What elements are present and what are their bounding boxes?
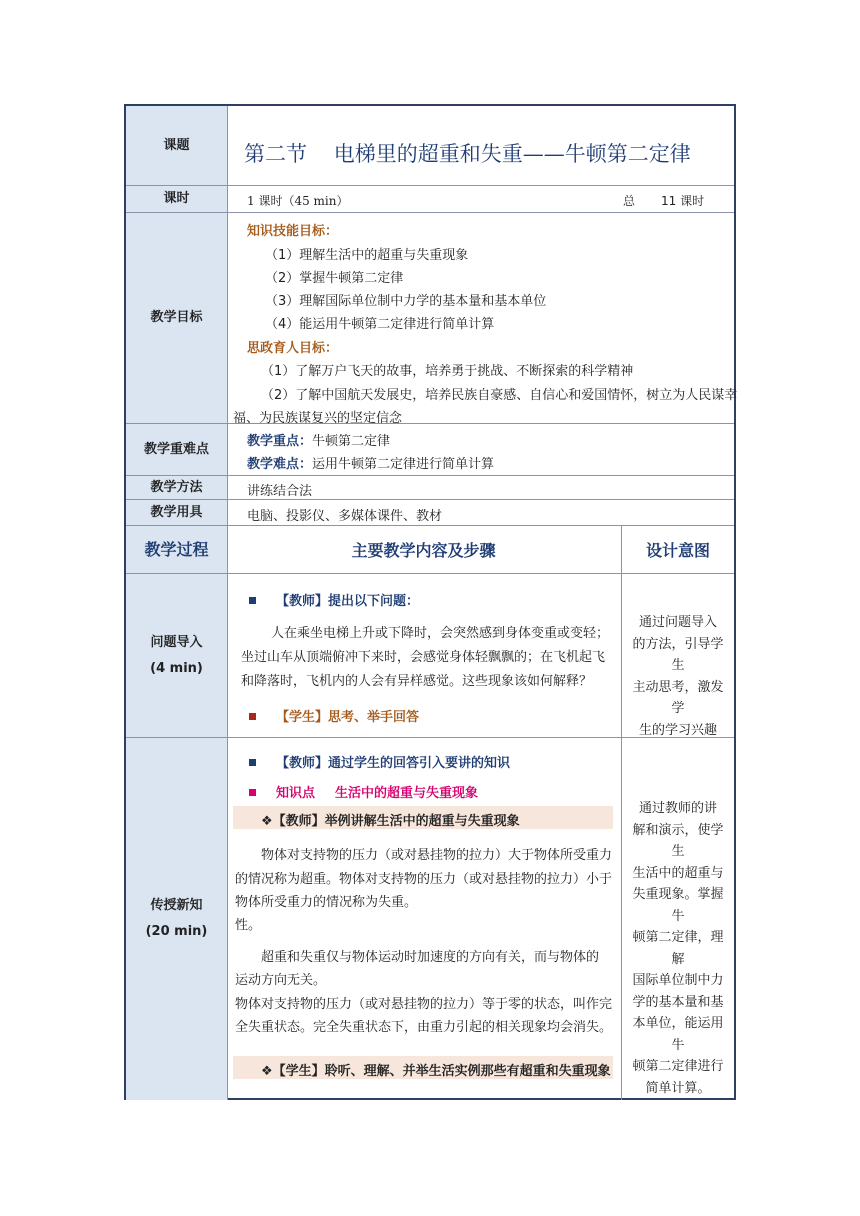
intro-time: (4 min) — [150, 660, 203, 676]
intro-paragraph-line: 和降落时，飞机内的人会有异样感觉。这些现象该如何解释？ — [241, 674, 593, 689]
intro-intent-line: 的方法，引导学生 — [632, 636, 724, 673]
intro-paragraph-line: 坐过山车从顶端俯冲下来时，会感觉身体轻飘飘的；在飞机起飞 — [241, 650, 606, 665]
paragraph-line: 超重和失重仅与物体运动时加速度的方向有关，而与物体的 — [261, 950, 600, 965]
goals-label: 教学目标 — [126, 213, 228, 423]
new-knowledge-intent-line: 顿第二定律进行 — [632, 1059, 724, 1074]
topic-row — [126, 106, 734, 186]
process-header-col1: 教学过程 — [126, 526, 228, 573]
hours-row — [126, 186, 734, 213]
key-points-label: 教学重难点 — [126, 424, 228, 475]
moral-item: （2）了解中国航天发展史，培养民族自豪感、自信心和爱国情怀，树立为人民谋幸 — [261, 388, 738, 403]
intro-intent-line: 生的学习兴趣 — [638, 722, 717, 738]
bullet-square-icon — [249, 713, 256, 720]
student-activity-heading: ❖【学生】聆听、理解、并举生活实例那些有超重和失重现象 — [261, 1064, 611, 1079]
topic-label: 课题 — [126, 106, 228, 185]
total-hours-value: 11 课时 — [661, 194, 705, 208]
intro-row — [126, 574, 734, 738]
key-point-label: 教学重点： — [247, 434, 313, 449]
new-knowledge-label: 传授新知 — [150, 898, 203, 913]
knowledge-item: （3）理解国际单位制中力学的基本量和基本单位 — [265, 294, 547, 309]
new-knowledge-intent-line: 国际单位制中力 — [632, 973, 724, 988]
key-points-row — [126, 424, 734, 476]
bullet-square-icon — [249, 789, 256, 796]
teacher-example-heading: ❖【教师】举例讲解生活中的超重与失重现象 — [261, 814, 520, 829]
method-value: 讲练结合法 — [247, 484, 313, 499]
tools-label: 教学用具 — [126, 500, 228, 525]
new-knowledge-teacher: 【教师】通过学生的回答引入要讲的知识 — [276, 756, 511, 771]
paragraph-line: 性。 — [235, 918, 262, 933]
paragraph-line: 的情况称为超重。物体对支持物的压力（或对悬挂物的拉力）小于 — [235, 872, 613, 887]
new-knowledge-intent-line: 解和演示，使学生 — [632, 822, 724, 859]
difficult-point-label: 教学难点： — [247, 457, 313, 472]
paragraph-line: 物体对支持物的压力（或对悬挂物的拉力）等于零的状态，叫作完 — [235, 997, 613, 1012]
paragraph-line: 运动方向无关。 — [235, 973, 327, 988]
intro-intent-line: 通过问题导入 — [638, 615, 717, 630]
knowledge-item: （4）能运用牛顿第二定律进行简单计算 — [265, 317, 495, 332]
key-point-value: 牛顿第二定律 — [312, 434, 391, 449]
knowledge-item: （2）掌握牛顿第二定律 — [265, 271, 404, 286]
hours-value: 1 课时（45 min） — [247, 194, 349, 208]
lesson-plan-table — [124, 104, 736, 1100]
knowledge-item: （1）理解生活中的超重与失重现象 — [265, 248, 469, 263]
moral-item: （1）了解万户飞天的故事，培养勇于挑战、不断探索的科学精神 — [261, 364, 634, 379]
new-knowledge-time: (20 min) — [145, 924, 208, 939]
intro-intent-line: 主动思考，激发学 — [632, 679, 724, 716]
knowledge-heading: 知识技能目标： — [247, 224, 339, 239]
intro-student-response: 【学生】思考、举手回答 — [276, 710, 420, 725]
tools-value: 电脑、投影仪、多媒体课件、教材 — [247, 509, 443, 524]
new-knowledge-intent-line: 生活中的超重与 — [632, 865, 724, 881]
paragraph-line: 物体所受重力的情况称为失重。 — [235, 895, 418, 910]
method-label: 教学方法 — [126, 476, 228, 499]
knowledge-point-title: 生活中的超重与失重现象 — [335, 786, 479, 801]
hours-label: 课时 — [126, 186, 228, 212]
new-knowledge-intent-line: 通过教师的讲 — [638, 801, 717, 816]
method-row — [126, 476, 734, 500]
process-header-row — [126, 526, 734, 574]
knowledge-point-label: 知识点 — [276, 786, 316, 801]
new-knowledge-row — [126, 738, 734, 1100]
new-knowledge-intent-line: 本单位，能运用牛 — [632, 1016, 724, 1053]
paragraph-line: 物体对支持物的压力（或对悬挂物的拉力）大于物体所受重力 — [261, 848, 613, 863]
intro-paragraph-line: 人在乘坐电梯上升或下降时，会突然感到身体变重或变轻； — [271, 626, 610, 641]
tools-row — [126, 500, 734, 526]
total-label: 总 — [623, 194, 636, 208]
bullet-square-icon — [249, 597, 256, 604]
bullet-square-icon — [249, 759, 256, 766]
difficult-point-value: 运用牛顿第二定律进行简单计算 — [312, 457, 495, 472]
process-header-col2: 主要教学内容及步骤 — [351, 541, 496, 560]
intro-label: 问题导入 — [150, 634, 203, 650]
moral-heading: 思政育人目标： — [247, 341, 339, 356]
new-knowledge-intent-line: 顿第二定律，理解 — [632, 930, 724, 967]
new-knowledge-intent-line: 学的基本量和基 — [632, 994, 724, 1010]
new-knowledge-intent-line: 简单计算。 — [645, 1080, 711, 1096]
intro-teacher-prompt: 【教师】提出以下问题： — [276, 594, 420, 609]
new-knowledge-intent-line: 失重现象。掌握牛 — [632, 887, 724, 924]
paragraph-line: 全失重状态。完全失重状态下，由重力引起的相关现象均会消失。 — [235, 1020, 613, 1035]
lesson-title: 第二节 电梯里的超重和失重——牛顿第二定律 — [244, 142, 691, 166]
moral-item-continued: 福、为民族谋复兴的坚定信念 — [233, 411, 403, 426]
goals-row — [126, 213, 738, 426]
process-header-col3: 设计意图 — [645, 541, 710, 560]
